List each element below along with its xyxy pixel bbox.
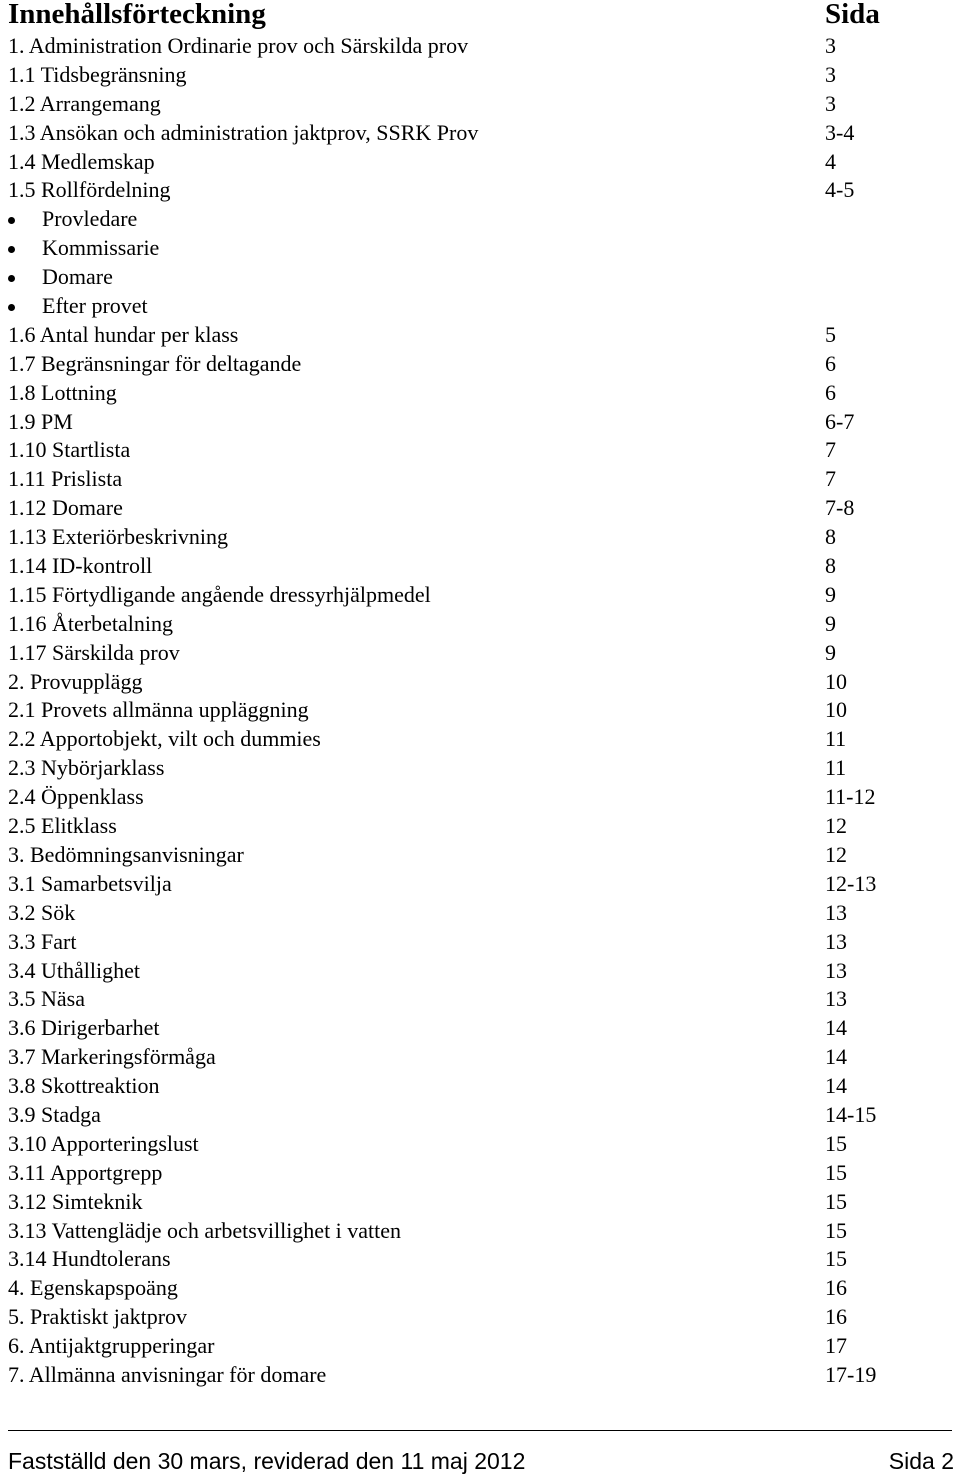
toc-entry[interactable] (8, 234, 908, 263)
toc-entry-page: 12-13 (825, 870, 877, 896)
toc-entry[interactable] (8, 1043, 908, 1072)
toc-list (8, 32, 908, 1390)
toc-entry-title: 1. Administration Ordinarie prov och Särskilda prov (8, 33, 469, 58)
toc-entry-page: 6 (825, 350, 836, 376)
toc-entry-page: 6-7 (825, 408, 855, 434)
toc-entry-title: 7. Allmänna anvisningar för domare (8, 1361, 327, 1387)
toc-entry-page: 16 (825, 1275, 847, 1301)
toc-entry-page: 8 (825, 524, 836, 550)
toc-entry[interactable] (8, 148, 908, 177)
toc-entry-page: 14 (825, 1073, 847, 1099)
toc-entry[interactable] (8, 321, 908, 350)
toc-entry[interactable] (8, 292, 908, 321)
toc-entry-title: 3.1 Samarbetsvilja (8, 870, 172, 896)
toc-entry[interactable] (8, 1159, 908, 1188)
toc-entry-page: 4-5 (825, 177, 855, 203)
toc-entry[interactable] (8, 639, 908, 668)
toc-entry-title: 1.11 Prislista (8, 466, 123, 492)
toc-entry-title: 1.2 Arrangemang (8, 90, 161, 116)
toc-entry-page: 15 (825, 1188, 847, 1214)
toc-entry-title: 1.15 Förtydligande angående dressyrhjälpmedel (8, 581, 431, 607)
toc-entry-page: 5 (825, 321, 836, 347)
toc-entry-title: Domare (42, 264, 113, 290)
toc-entry-title: 2. Provupplägg (8, 668, 143, 694)
toc-entry-title: 3.13 Vattenglädje och arbetsvillighet i vatten (8, 1217, 402, 1243)
toc-entry-title: 3.3 Fart (8, 928, 77, 954)
bullet-icon (8, 246, 15, 253)
toc-entry-page: 14 (825, 1044, 847, 1070)
toc-entry[interactable] (8, 1274, 908, 1303)
toc-entry-title: Provledare (42, 206, 138, 232)
toc-entry-page: 10 (825, 668, 847, 694)
toc-entry[interactable] (8, 263, 908, 292)
toc-entry-title: 1.9 PM (8, 408, 73, 434)
toc-entry-title: 1.1 Tidsbegränsning (8, 61, 187, 87)
toc-entry[interactable] (8, 870, 908, 899)
toc-entry-title: 1.6 Antal hundar per klass (8, 321, 239, 347)
toc-entry-title: 3.10 Apporteringslust (8, 1130, 199, 1156)
toc-entry-title: 1.4 Medlemskap (8, 148, 155, 174)
footer-divider (8, 1430, 952, 1431)
toc-entry[interactable] (8, 350, 908, 379)
toc-entry[interactable] (8, 436, 908, 465)
toc-entry-title: 1.3 Ansökan och administration jaktprov, SSRK Prov (8, 119, 479, 145)
toc-entry[interactable] (8, 1217, 908, 1246)
footer-date-text: Fastställd den 30 mars, reviderad den 11 maj 2012 (8, 1448, 526, 1474)
toc-entry-title: 1.17 Särskilda prov (8, 639, 180, 665)
toc-entry-page: 4 (825, 148, 836, 174)
toc-entry[interactable] (8, 581, 908, 610)
toc-entry-title: 1.16 Återbetalning (8, 610, 173, 636)
toc-entry-title: 2.3 Nybörjarklass (8, 755, 165, 781)
toc-entry-title: 1.7 Begränsningar för deltagande (8, 350, 302, 376)
toc-entry-page: 9 (825, 639, 836, 665)
toc-entry-title: 3.2 Sök (8, 899, 76, 925)
toc-entry-page: 13 (825, 928, 847, 954)
bullet-icon (8, 275, 15, 282)
bullet-icon (8, 304, 15, 311)
toc-entry-title: 1.12 Domare (8, 495, 123, 521)
toc-entry[interactable] (8, 494, 908, 523)
toc-entry-page: 13 (825, 957, 847, 983)
bullet-icon (8, 217, 15, 224)
toc-entry-page: 11 (825, 726, 847, 752)
toc-entry-page: 7 (825, 437, 836, 463)
toc-entry[interactable] (8, 119, 908, 148)
toc-entry[interactable] (8, 61, 908, 90)
toc-entry[interactable] (8, 725, 908, 754)
toc-entry[interactable] (8, 1245, 908, 1274)
toc-entry[interactable] (8, 408, 908, 437)
toc-entry-title: 3.11 Apportgrepp (8, 1159, 163, 1185)
toc-entry-title: 3.8 Skottreaktion (8, 1073, 160, 1099)
toc-entry-page: 11 (825, 755, 847, 781)
toc-entry-title: 3.9 Stadga (8, 1101, 101, 1127)
toc-entry[interactable] (8, 754, 908, 783)
toc-entry[interactable] (8, 205, 908, 234)
toc-entry-title: 3.4 Uthållighet (8, 957, 140, 983)
page-title: Innehållsförteckning (8, 0, 266, 30)
toc-entry-page: 15 (825, 1159, 847, 1185)
toc-entry[interactable] (8, 32, 908, 61)
toc-header (8, 0, 888, 31)
toc-entry-title: 1.13 Exteriörbeskrivning (8, 524, 228, 550)
toc-entry-page: 10 (825, 697, 847, 723)
toc-entry-page: 7-8 (825, 495, 855, 521)
toc-entry-page: 14-15 (825, 1101, 877, 1127)
toc-entry[interactable] (8, 1072, 908, 1101)
toc-entry-title: 2.4 Öppenklass (8, 784, 144, 810)
toc-entry-title: Kommissarie (42, 235, 160, 261)
footer-page-number: Sida 2 (888, 1448, 954, 1474)
toc-entry[interactable] (8, 957, 908, 986)
toc-entry-title: 1.14 ID-kontroll (8, 553, 153, 579)
toc-entry-page: 17-19 (825, 1361, 877, 1387)
toc-entry[interactable] (8, 1101, 908, 1130)
toc-entry-page: 15 (825, 1130, 847, 1156)
toc-entry[interactable] (8, 90, 908, 119)
toc-entry-title: 1.10 Startlista (8, 437, 131, 463)
toc-entry-title: 6. Antijaktgrupperingar (8, 1333, 215, 1359)
page-footer (8, 1444, 954, 1478)
toc-entry-title: Efter provet (42, 293, 148, 319)
toc-entry-page: 17 (825, 1333, 847, 1359)
toc-entry-page: 13 (825, 899, 847, 925)
toc-entry[interactable] (8, 1332, 908, 1361)
toc-entry-page: 12 (825, 841, 847, 867)
toc-entry[interactable] (8, 552, 908, 581)
toc-entry-page: 3-4 (825, 119, 855, 145)
toc-entry-page: 6 (825, 379, 836, 405)
toc-entry-page: 7 (825, 466, 836, 492)
toc-entry[interactable] (8, 1130, 908, 1159)
toc-entry-page: 9 (825, 610, 836, 636)
toc-entry[interactable] (8, 465, 908, 494)
toc-entry[interactable] (8, 379, 908, 408)
toc-entry[interactable] (8, 1188, 908, 1217)
toc-entry-title: 1.8 Lottning (8, 379, 117, 405)
toc-entry-title: 1.5 Rollfördelning (8, 177, 171, 203)
toc-entry[interactable] (8, 610, 908, 639)
toc-entry[interactable] (8, 1303, 908, 1332)
toc-entry[interactable] (8, 1014, 908, 1043)
toc-entry-page: 13 (825, 986, 847, 1012)
toc-entry[interactable] (8, 696, 908, 725)
toc-entry-page: 16 (825, 1304, 847, 1330)
toc-entry[interactable] (8, 812, 908, 841)
toc-entry-page: 12 (825, 813, 847, 839)
toc-entry-title: 3.14 Hundtolerans (8, 1246, 171, 1272)
toc-entry-title: 3. Bedömningsanvisningar (8, 841, 244, 867)
toc-entry-title: 5. Praktiskt jaktprov (8, 1304, 188, 1330)
toc-entry-title: 3.7 Markeringsförmåga (8, 1044, 216, 1070)
toc-entry-title: 2.2 Apportobjekt, vilt och dummies (8, 726, 321, 752)
toc-entry[interactable] (8, 985, 908, 1014)
toc-entry-title: 3.5 Näsa (8, 986, 85, 1012)
toc-entry-page: 3 (825, 90, 836, 116)
toc-entry-title: 2.5 Elitklass (8, 813, 117, 839)
page-column-heading: Sida (825, 0, 880, 30)
toc-entry[interactable] (8, 1361, 908, 1390)
toc-entry-page: 15 (825, 1217, 847, 1243)
toc-entry-page: 9 (825, 581, 836, 607)
toc-entry[interactable] (8, 899, 908, 928)
toc-entry-title: 4. Egenskapspoäng (8, 1275, 178, 1301)
toc-entry-page: 3 (825, 33, 836, 58)
toc-entry[interactable] (8, 523, 908, 552)
toc-entry[interactable] (8, 783, 908, 812)
toc-entry[interactable] (8, 841, 908, 870)
toc-entry-title: 3.6 Dirigerbarhet (8, 1015, 160, 1041)
toc-entry[interactable] (8, 928, 908, 957)
toc-entry-page: 15 (825, 1246, 847, 1272)
toc-entry-page: 11-12 (825, 784, 876, 810)
toc-entry-page: 14 (825, 1015, 847, 1041)
toc-entry-page: 3 (825, 61, 836, 87)
toc-entry-page: 8 (825, 553, 836, 579)
toc-entry-title: 2.1 Provets allmänna uppläggning (8, 697, 309, 723)
toc-entry[interactable] (8, 176, 908, 205)
toc-entry-title: 3.12 Simteknik (8, 1188, 143, 1214)
toc-entry[interactable] (8, 668, 908, 697)
